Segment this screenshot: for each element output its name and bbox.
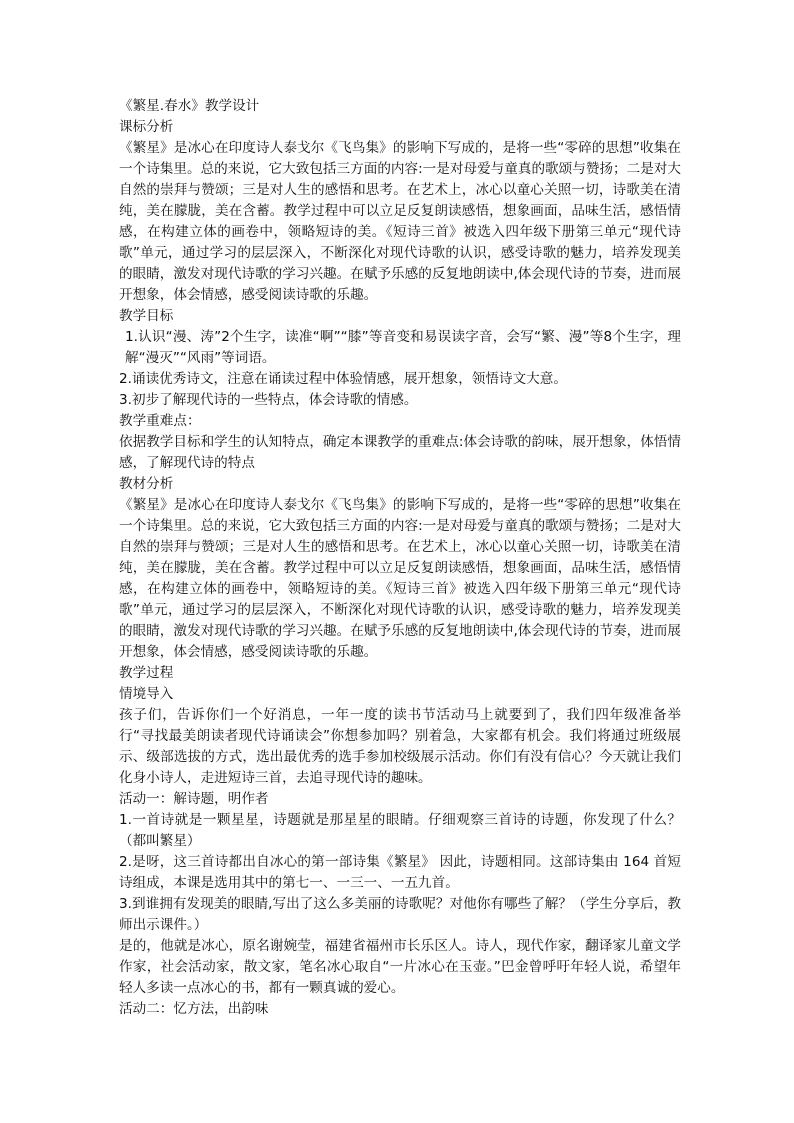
paragraph-curriculum-analysis: 《繁星》是冰心在印度诗人泰戈尔《飞鸟集》的影响下写成的，是将一些“零碎的思想”收集在一个诗集里。总的来说，它大致包括三方面的内容:一是对母爱与童真的歌颂与赞扬；二是对大自然的崇拜与赞颂；三是对人生的感悟和思考。在艺术上，冰心以童心关照一切，诗歌美在清纯，美在朦胧，美在含蓄。教学过程中可以立足反复朗读感悟，想象画面，品味生活，感悟情感，在构建立体的画卷中，领略短诗的美。《短诗三首》被选入四年级下册第三单元“现代诗歌”单元，通过学习的层层深入，不断深化对现代诗歌的认识，感受诗歌的魅力，培养发现美的眼睛，激发对现代诗歌的学习兴趣。在赋予乐感的反复地朗读中,体会现代诗的节奏，进而展开想象，体会情感，感受阅读诗歌的乐趣。 bbox=[119, 140, 681, 303]
document-title: 《繁星.春水》教学设计 bbox=[119, 98, 260, 114]
subheading-scenario-intro: 情境导入 bbox=[119, 686, 174, 702]
document-body bbox=[119, 96, 681, 1020]
section-heading-textbook-analysis: 教材分析 bbox=[119, 476, 174, 492]
paragraph-scenario-intro: 孩子们，告诉你们一个好消息，一年一度的读书节活动马上就要到了，我们四年级准备举行“寻找最美朗读者现代诗诵读会”你想参加吗？别着急，大家都有机会。我们将通过班级展示、级部选拔的方式，选出最优秀的选手参加校级展示活动。你们有没有信心？今天就让我们化身小诗人，走进短诗三首，去追寻现代诗的趣味。 bbox=[119, 707, 681, 786]
subheading-activity-2: 活动二：忆方法，出韵味 bbox=[119, 1001, 269, 1017]
section-heading-teaching-goals: 教学目标 bbox=[119, 308, 174, 324]
goal-item-1: 1.认识“漫、涛”2个生字，读准“啊”“膝”等音变和易误读字音，会写“繁、漫”等8个生字，理解“漫灭”“风雨”等词语。 bbox=[125, 329, 681, 366]
goal-item-2: 2.诵读优秀诗文，注意在诵读过程中体验情感，展开想象，领悟诗文大意。 bbox=[119, 371, 567, 387]
paragraph-textbook-analysis: 《繁星》是冰心在印度诗人泰戈尔《飞鸟集》的影响下写成的，是将一些“零碎的思想”收集在一个诗集里。总的来说，它大致包括三方面的内容:一是对母爱与童真的歌颂与赞扬；二是对大自然的崇拜与赞颂；三是对人生的感悟和思考。在艺术上，冰心以童心关照一切，诗歌美在清纯，美在朦胧，美在含蓄。教学过程中可以立足反复朗读感悟，想象画面，品味生活，感悟情感，在构建立体的画卷中，领略短诗的美。《短诗三首》被选入四年级下册第三单元“现代诗歌”单元，通过学习的层层深入，不断深化对现代诗歌的认识，感受诗歌的魅力，培养发现美的眼睛，激发对现代诗歌的学习兴趣。在赋予乐感的反复地朗读中,体会现代诗的节奏，进而展开想象，体会情感，感受阅读诗歌的乐趣。 bbox=[119, 497, 681, 660]
section-heading-curriculum-analysis: 课标分析 bbox=[119, 119, 174, 135]
paragraph-key-points: 依据教学目标和学生的认知特点，确定本课教学的重难点:体会诗歌的韵味，展开想象，体悟情感，了解现代诗的特点 bbox=[119, 434, 681, 471]
activity-1-step-3: 3.到谁拥有发现美的眼睛,写出了这么多美丽的诗歌呢？对他你有哪些了解？（学生分享后，教师出示课件。） bbox=[119, 896, 681, 933]
activity-1-step-2: 2.是呀，这三首诗都出自冰心的第一部诗集《繁星》 因此，诗题相同。这部诗集由 164 首短诗组成，本课是选用其中的第七一、一三一、一五九首。 bbox=[119, 854, 681, 891]
section-heading-teaching-process: 教学过程 bbox=[119, 665, 174, 681]
section-heading-key-points: 教学重难点： bbox=[119, 413, 201, 429]
subheading-activity-1: 活动一：解诗题，明作者 bbox=[119, 791, 269, 807]
goal-item-3: 3.初步了解现代诗的一些特点，体会诗歌的情感。 bbox=[119, 392, 418, 408]
paragraph-author-intro: 是的，他就是冰心，原名谢婉莹，福建省福州市长乐区人。诗人，现代作家，翻译家儿童文学作家，社会活动家，散文家，笔名冰心取自“一片冰心在玉壶。”巴金曾呼吁年轻人说，希望年轻人多读一点冰心的书，都有一颗真诚的爱心。 bbox=[119, 938, 681, 996]
activity-1-step-1: 1.一首诗就是一颗星星，诗题就是那星星的眼睛。仔细观察三首诗的诗题，你发现了什么？（都叫繁星） bbox=[119, 812, 681, 849]
